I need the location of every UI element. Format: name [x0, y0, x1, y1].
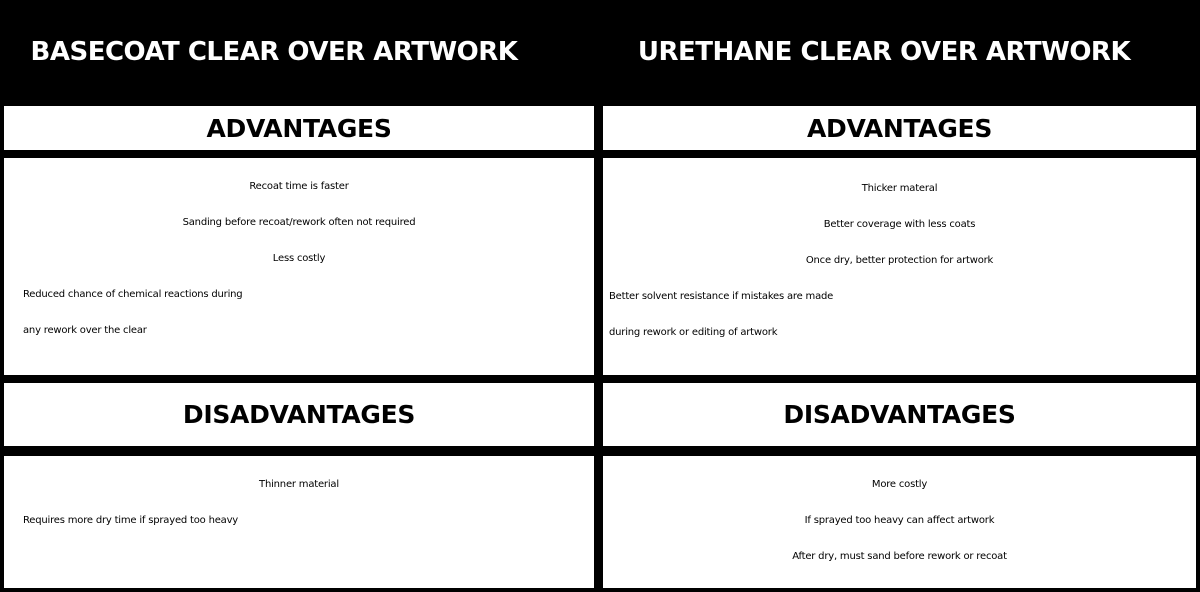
basecoat-disadvantage-item: Thinner material — [259, 479, 339, 490]
urethane-disadvantage-item: If sprayed too heavy can affect artwork — [804, 515, 995, 526]
urethane-disadvantage-item: After dry, must sand before rework or recoat — [792, 551, 1007, 562]
basecoat-advantages-label: ADVANTAGES — [206, 113, 392, 143]
urethane-disadvantages-heading — [603, 383, 1196, 446]
basecoat-advantage-item: Reduced chance of chemical reactions during — [23, 289, 243, 300]
basecoat-advantage-item: Recoat time is faster — [249, 181, 349, 192]
urethane-advantages-list — [603, 158, 1196, 375]
basecoat-advantage-item: Less costly — [272, 253, 326, 264]
urethane-header-text: URETHANE CLEAR OVER ARTWORK — [637, 37, 1131, 67]
basecoat-advantages-heading — [4, 106, 594, 150]
urethane-advantage-item: Better solvent resistance if mistakes are made — [609, 291, 834, 302]
urethane-advantages-heading — [603, 106, 1196, 150]
urethane-disadvantages-list — [603, 456, 1196, 588]
basecoat-header-text: BASECOAT CLEAR OVER ARTWORK — [30, 37, 518, 67]
basecoat-disadvantage-item: Requires more dry time if sprayed too heavy — [23, 515, 239, 526]
basecoat-advantage-item: any rework over the clear — [23, 325, 147, 336]
urethane-disadvantages-label: DISADVANTAGES — [783, 400, 1016, 429]
basecoat-disadvantages-list — [4, 456, 594, 588]
urethane-advantage-item: Thicker materal — [861, 183, 938, 194]
urethane-advantage-item: during rework or editing of artwork — [609, 327, 778, 338]
basecoat-disadvantages-heading — [4, 383, 594, 446]
urethane-column-header — [604, 0, 1164, 104]
urethane-advantage-item: Better coverage with less coats — [823, 219, 976, 230]
basecoat-advantages-list — [4, 158, 594, 375]
basecoat-disadvantages-label: DISADVANTAGES — [182, 400, 416, 429]
urethane-advantages-label: ADVANTAGES — [806, 113, 993, 143]
basecoat-advantage-item: Sanding before recoat/rework often not required — [182, 217, 416, 228]
urethane-disadvantage-item: More costly — [871, 479, 928, 490]
urethane-advantage-item: Once dry, better protection for artwork — [805, 255, 994, 266]
basecoat-column-header — [0, 0, 548, 104]
